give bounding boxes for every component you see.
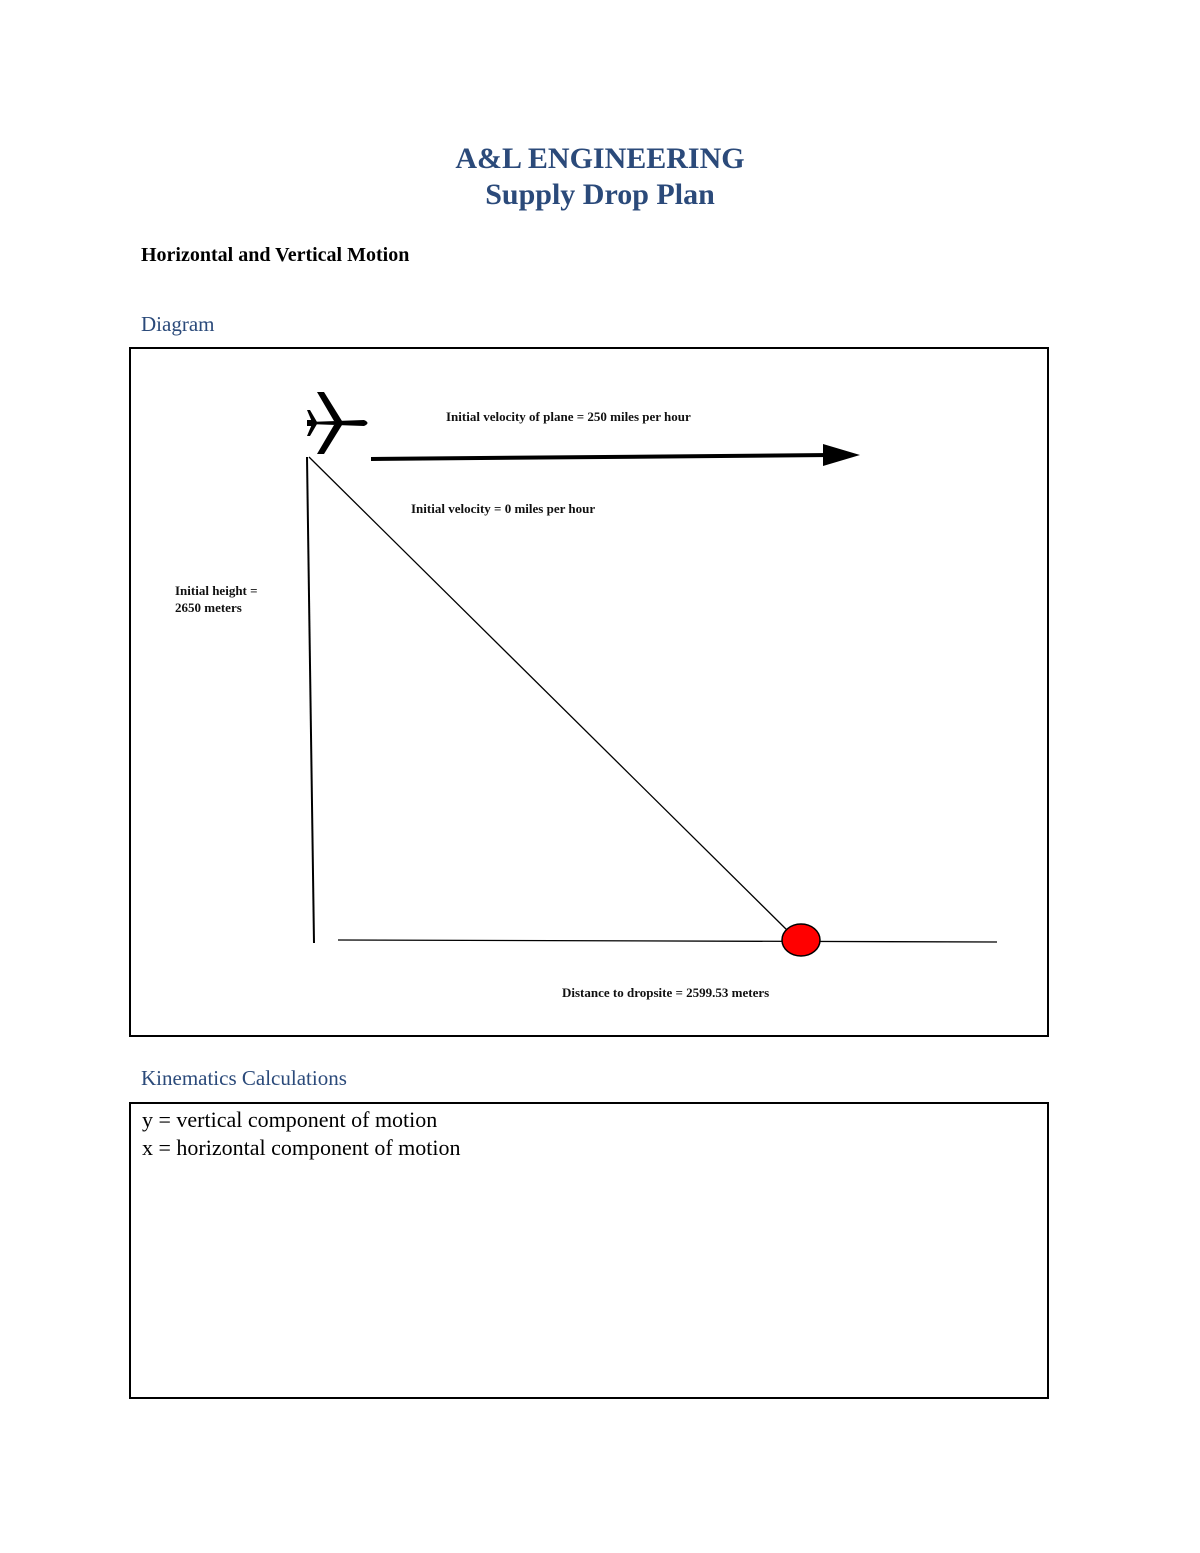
velocity-arrow-head [823,444,860,466]
trajectory-line [309,457,791,934]
height-label-line2: 2650 meters [175,600,242,615]
calculations-box[interactable] [129,1102,1049,1399]
supply-drop-diagram [131,349,1047,1035]
plane-velocity-label: Initial velocity of plane = 250 miles per hour [446,409,691,424]
dropsite-marker [782,924,820,956]
calculation-line-x: x = horizontal component of motion [142,1135,461,1160]
height-line [307,457,314,943]
airplane-icon [307,392,368,454]
company-title: A&L ENGINEERING [455,142,745,175]
document-title: Supply Drop Plan [485,178,715,211]
distance-label: Distance to dropsite = 2599.53 meters [562,985,770,1000]
height-label [175,583,261,615]
calculations-heading: Kinematics Calculations [141,1066,347,1090]
section-heading: Horizontal and Vertical Motion [141,244,410,266]
diagram-box [129,347,1049,1037]
velocity-arrow-shaft [371,455,831,459]
height-label-line1: Initial height = [175,583,258,598]
diagram-heading: Diagram [141,312,215,336]
drop-velocity-label: Initial velocity = 0 miles per hour [411,501,596,516]
ground-line [338,940,997,942]
calculation-line-y: y = vertical component of motion [142,1107,438,1132]
